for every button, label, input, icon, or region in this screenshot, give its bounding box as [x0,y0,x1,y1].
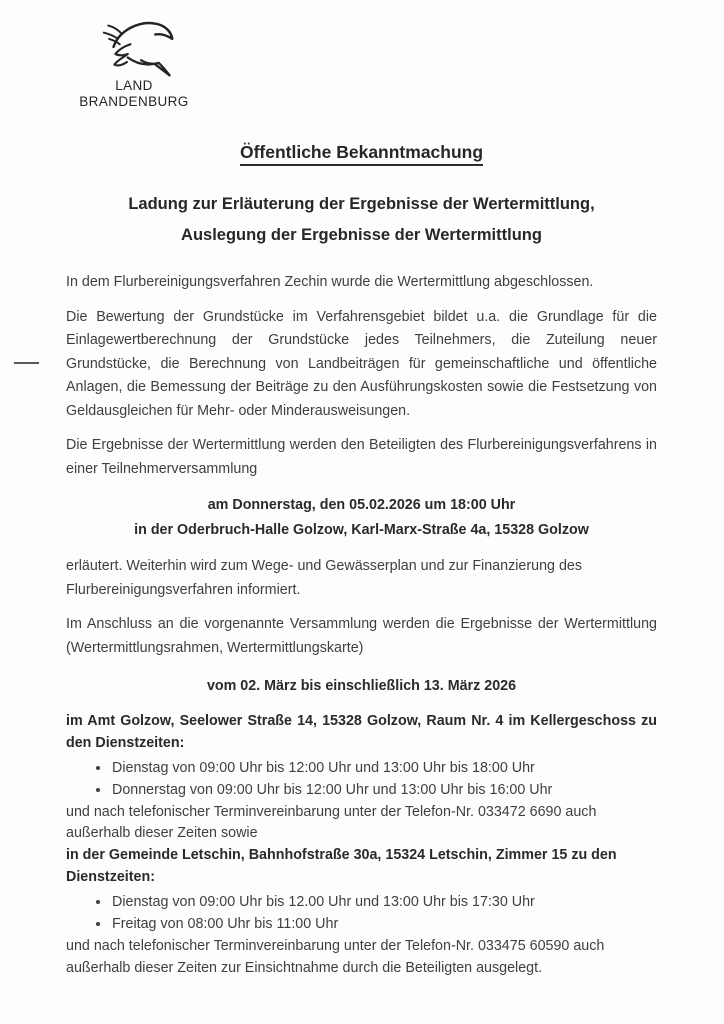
venue1-hours-item-2: • Donnerstag von 09:00 Uhr bis 12:00 Uhr und 13:00 Uhr bis 16:00 Uhr [111,780,657,802]
heading-line-1: Ladung zur Erläuterung der Ergebnisse der Wertermittlung, [128,195,595,213]
paragraph-ergebnisse: Die Ergebnisse der Wertermittlung werden den Beteiligten des Flurbereinigungsverfahrens in einer Teilnehmerversammlung [66,437,657,477]
paragraph-erlaeutert: erläutert. Weiterhin wird zum Wege- und Gewässerplan und zur Finanzierung des Flurbereinigungsverfahren informiert. [66,558,583,598]
logo-text-brandenburg: BRANDENBURG [79,94,189,109]
logo-text-land: LAND [115,78,153,93]
venue1-hours-list [66,758,657,802]
paragraph-anschluss: Im Anschluss an die vorgenannte Versammlung werden die Ergebnisse der Wertermittlung (Wertermittlungsrahmen, Wertermittlungskarte) [66,616,657,656]
meeting-info [66,493,657,543]
venue2-hours-list [66,892,657,936]
meeting-place: in der Oderbruch-Halle Golzow, Karl-Marx-Straße 4a, 15328 Golzow [134,522,589,538]
brandenburg-eagle-icon [88,14,180,78]
display-period: vom 02. März bis einschließlich 13. März 2026 [206,678,517,694]
page-title [66,142,657,163]
paragraph-bewertung: Die Bewertung der Grundstücke im Verfahrensgebiet bildet u.a. die Grundlage für die Einlagewertberechnung der Grundstücke jedes Teilnehmers, die Zuteilung neuer Grundstücke, die Berechnung von Landbeiträgen für gemeinschaftliche und öffentliche Anlagen, die Bemessung der Beiträge zu den Ausführungskosten sowie die Festsetzung von Geldausgleichen für Mehr- oder Minderausweisungen. [66,308,657,419]
heading-line-2: Auslegung der Ergebnisse der Wertermittlung [181,226,542,244]
venue2-hours-item-2: • Freitag von 08:00 Uhr bis 11:00 Uhr [111,914,657,936]
venue2-hours-item-1: • Dienstag von 09:00 Uhr bis 12.00 Uhr und 13:00 Uhr bis 17:30 Uhr [111,892,657,914]
venue1-note: und nach telefonischer Terminvereinbarung unter der Telefon-Nr. 033472 6690 auch außerhalb dieser Zeiten sowie [66,803,597,842]
venue1-heading: im Amt Golzow, Seelower Straße 14, 15328 Golzow, Raum Nr. 4 im Kellergeschoss zu den Dienstzeiten: [66,713,657,751]
venue1-hours-item-1: • Dienstag von 09:00 Uhr bis 12:00 Uhr und 13:00 Uhr bis 18:00 Uhr [111,758,657,780]
brandenburg-logo [76,14,192,110]
document-heading [66,189,657,251]
paragraph-intro: In dem Flurbereinigungsverfahren Zechin wurde die Wertermittlung abgeschlossen. [66,274,594,290]
venue2-heading: in der Gemeinde Letschin, Bahnhofstraße 30a, 15324 Letschin, Zimmer 15 zu den Dienstzeiten: [66,847,617,885]
page-title-text: Öffentliche Bekanntmachung [240,142,483,166]
meeting-date: am Donnerstag, den 05.02.2026 um 18:00 Uhr [207,497,516,513]
fold-mark [14,362,39,364]
venue2-note: und nach telefonischer Terminvereinbarung unter der Telefon-Nr. 033475 60590 auch außerhalb dieser Zeiten zur Einsichtnahme durch die Beteiligten ausgelegt. [66,937,605,976]
